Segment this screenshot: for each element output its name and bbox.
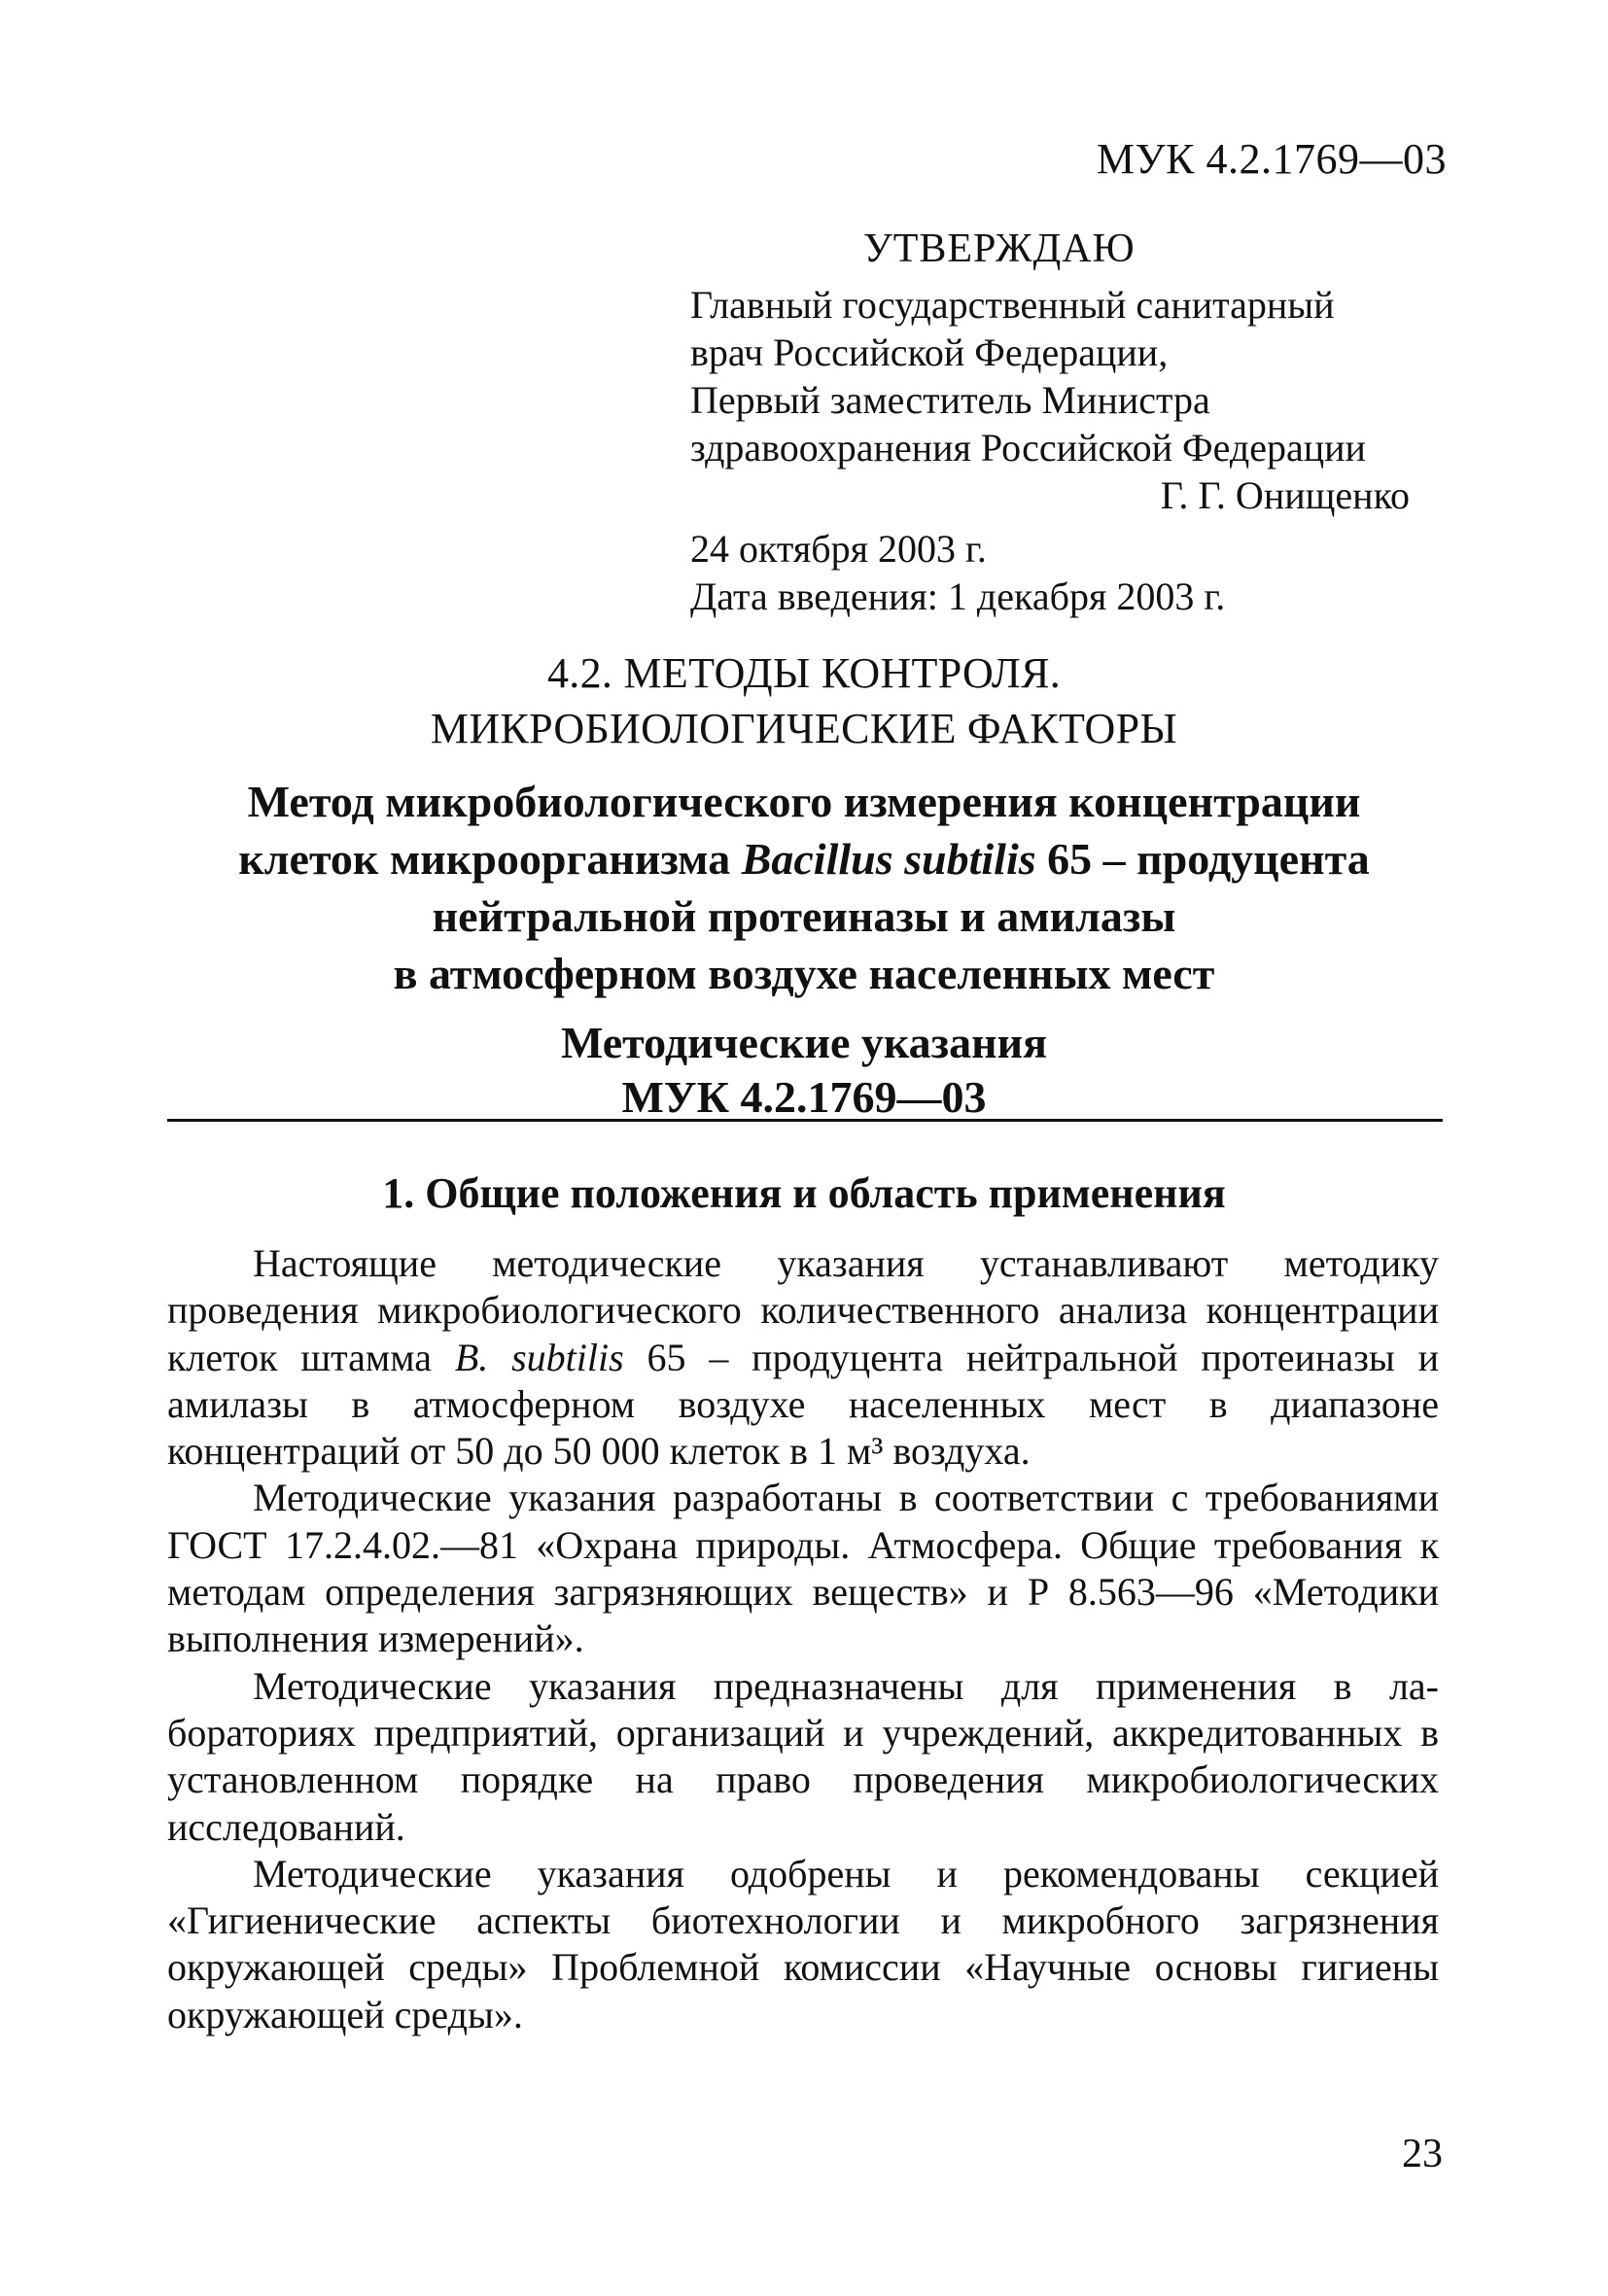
approval-position-line: здравоохранения Российской Федерации xyxy=(690,426,1366,470)
title-text: 65 – продуцента xyxy=(1035,834,1370,884)
approval-position-line: Первый заместитель Министра xyxy=(690,378,1210,422)
approval-block xyxy=(690,226,1429,620)
title-line: Метод микробиологического измерения концентрации xyxy=(247,777,1361,826)
approval-signer: Г. Г. Онищенко xyxy=(1160,473,1410,517)
body-text xyxy=(167,1240,1439,2038)
title-line xyxy=(0,830,1608,887)
paragraph-text: Настоящие методические указания устанавливают методику проведения микробиологического количественного анализа концентрации клеток штамма xyxy=(167,1241,1439,1379)
paragraph-text: 65 – продуцента нейтральной протеиназы и амилазы в атмосферном воздухе населенных мест в диапазоне концентраций от 50 до 50 000 клеток в 1 м³ воздуха. xyxy=(167,1335,1439,1474)
document-title xyxy=(0,773,1608,1002)
paragraph xyxy=(167,1240,1439,1475)
title-line: в атмосферном воздухе населенных мест xyxy=(393,949,1215,998)
approval-position-line: врач Российской Федерации, xyxy=(690,330,1169,374)
horizontal-divider xyxy=(167,1119,1443,1122)
species-name: B. subtilis xyxy=(454,1335,624,1379)
title-species-name: Bacillus subtilis xyxy=(741,834,1036,884)
document-code-header: МУК 4.2.1769—03 xyxy=(1096,135,1447,183)
paragraph: Методические указания предназначены для применения в лабораториях предприятий, организаций и учреждений, аккредитованных в установленном порядке на право проведения микробиологических исследований. xyxy=(167,1663,1439,1849)
chapter-heading: 1. Общие положения и область применения xyxy=(382,1169,1226,1217)
paragraph: Методические указания одобрены и рекомендованы секцией «Гигиенические аспекты биотехнологии и микробного загрязнения окружающей среды» Проблемной комиссии «Научные основы гигиены окружающей среды». xyxy=(167,1851,1439,2036)
approval-position-line: Главный государственный санитарный xyxy=(690,283,1335,327)
page-number: 23 xyxy=(1402,2132,1443,2176)
paragraph: Методические указания разработаны в соответствии с требованиями ГОСТ 17.2.4.02.—81 «Охрана природы. Атмосфера. Общие требования к методам определения загрязняющих веществ» и Р 8.563—96 «Методики выполнения измерений». xyxy=(167,1476,1439,1661)
approval-date: 24 октября 2003 г. xyxy=(690,527,987,571)
effective-date: Дата введения: 1 декабря 2003 г. xyxy=(690,574,1226,618)
document-type-label: Методические указания xyxy=(560,1018,1048,1067)
section-heading-line: 4.2. МЕТОДЫ КОНТРОЛЯ. xyxy=(546,649,1062,697)
section-heading xyxy=(0,645,1608,756)
approval-heading: УТВЕРЖДАЮ xyxy=(863,226,1136,271)
document-type-code: МУК 4.2.1769—03 xyxy=(621,1072,987,1122)
document-type xyxy=(0,1016,1608,1125)
section-heading-line: МИКРОБИОЛОГИЧЕСКИЕ ФАКТОРЫ xyxy=(430,705,1178,752)
title-text: клеток микроорганизма xyxy=(238,834,742,884)
title-line: нейтральной протеиназы и амилазы xyxy=(432,891,1176,941)
